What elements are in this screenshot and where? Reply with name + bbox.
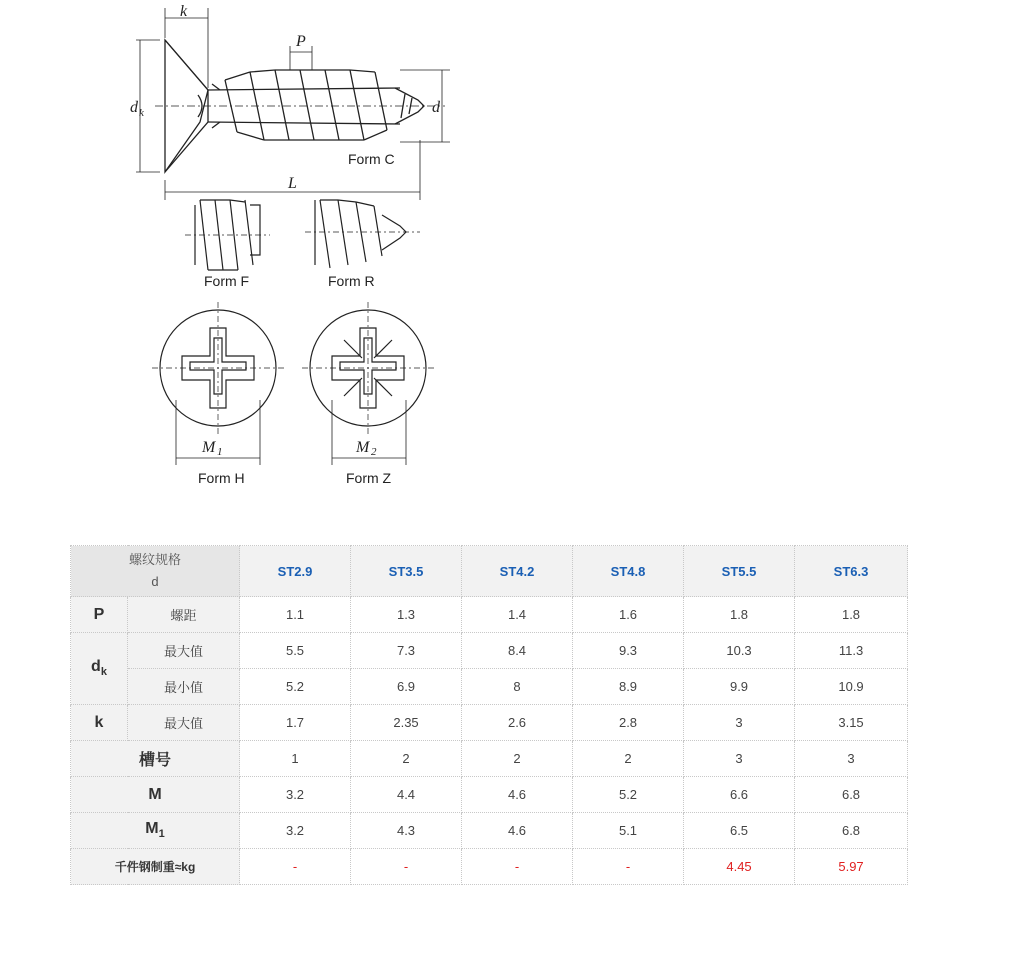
table-header-row <box>71 546 908 597</box>
row-label-weight: 千件钢制重≈kg <box>71 849 240 885</box>
table-cell: 1.8 <box>684 597 795 633</box>
table-row-pitch <box>71 597 908 633</box>
dk-symbol: d <box>91 658 101 676</box>
table-row-k-max <box>71 705 908 741</box>
table-row-m <box>71 777 908 813</box>
table-cell: 4.4 <box>351 777 462 813</box>
dim-m1-label: M <box>202 439 216 456</box>
table-cell: 1 <box>240 741 351 777</box>
table-cell: 3.2 <box>240 777 351 813</box>
screw-technical-drawing <box>100 0 480 500</box>
table-cell: - <box>240 849 351 885</box>
dim-dk-label: d <box>130 99 138 116</box>
table-cell: 10.3 <box>684 633 795 669</box>
table-cell: 1.8 <box>795 597 908 633</box>
table-cell: 1.4 <box>462 597 573 633</box>
table-corner-header <box>71 546 240 597</box>
form-r-label: Form R <box>328 273 375 289</box>
dim-dk-subscript: k <box>139 107 144 119</box>
row-label-slot: 槽号 <box>71 741 240 777</box>
table-cell: 2 <box>573 741 684 777</box>
dim-m2-label: M <box>356 439 370 456</box>
table-cell: - <box>573 849 684 885</box>
dim-k-label: k <box>180 3 188 20</box>
table-cell: 1.3 <box>351 597 462 633</box>
size-header: ST2.9 <box>240 546 351 597</box>
form-h-label: Form H <box>198 470 245 486</box>
row-label-dk-min: 最小值 <box>128 669 240 705</box>
size-header: ST4.8 <box>573 546 684 597</box>
m1-symbol: M <box>145 820 159 838</box>
table-cell: 2 <box>351 741 462 777</box>
table-row-dk-max <box>71 633 908 669</box>
table-cell: 6.8 <box>795 813 908 849</box>
table-cell: 4.3 <box>351 813 462 849</box>
table-cell: 3 <box>684 741 795 777</box>
row-label-dk-max: 最大值 <box>128 633 240 669</box>
dk-subscript: k <box>100 666 107 679</box>
corner-title: 螺纹规格 <box>129 552 182 567</box>
dim-m2-subscript: 2 <box>371 446 377 458</box>
table-cell: 6.5 <box>684 813 795 849</box>
table-cell: 2.35 <box>351 705 462 741</box>
size-header: ST3.5 <box>351 546 462 597</box>
form-h-head <box>152 302 286 465</box>
form-z-label: Form Z <box>346 470 392 486</box>
table-cell: 2 <box>462 741 573 777</box>
table-row-dk-min <box>71 669 908 705</box>
form-c-screw <box>136 8 450 200</box>
size-header: ST6.3 <box>795 546 908 597</box>
table-row-slot <box>71 741 908 777</box>
table-cell: 4.45 <box>684 849 795 885</box>
dim-d-label: d <box>432 99 440 116</box>
table-cell: - <box>351 849 462 885</box>
row-label-k-max: 最大值 <box>128 705 240 741</box>
table-cell: 2.6 <box>462 705 573 741</box>
table-cell: 4.6 <box>462 813 573 849</box>
table-cell: - <box>462 849 573 885</box>
table-cell: 8 <box>462 669 573 705</box>
table-cell: 9.9 <box>684 669 795 705</box>
table-cell: 1.7 <box>240 705 351 741</box>
table-cell: 3.15 <box>795 705 908 741</box>
table-cell: 5.1 <box>573 813 684 849</box>
table-cell: 9.3 <box>573 633 684 669</box>
table-cell: 5.2 <box>573 777 684 813</box>
size-header: ST5.5 <box>684 546 795 597</box>
table-cell: 8.4 <box>462 633 573 669</box>
table-cell: 5.2 <box>240 669 351 705</box>
table-row-m1 <box>71 813 908 849</box>
size-header: ST4.2 <box>462 546 573 597</box>
form-c-label: Form C <box>348 151 395 167</box>
row-symbol-dk <box>71 633 128 705</box>
row-label-m1 <box>71 813 240 849</box>
table-cell: 3.2 <box>240 813 351 849</box>
table-cell: 5.5 <box>240 633 351 669</box>
table-cell: 1.1 <box>240 597 351 633</box>
row-label-m: M <box>71 777 240 813</box>
table-cell: 1.6 <box>573 597 684 633</box>
spec-table <box>70 545 908 885</box>
row-symbol-p: P <box>71 597 128 633</box>
table-cell: 4.6 <box>462 777 573 813</box>
table-cell: 5.97 <box>795 849 908 885</box>
row-label-pitch: 螺距 <box>128 597 240 633</box>
table-row-weight <box>71 849 908 885</box>
table-cell: 7.3 <box>351 633 462 669</box>
table-cell: 6.8 <box>795 777 908 813</box>
dim-p-label: P <box>296 33 306 50</box>
form-r-screw <box>305 200 420 268</box>
table-cell: 6.9 <box>351 669 462 705</box>
form-f-label: Form F <box>204 273 250 289</box>
table-cell: 10.9 <box>795 669 908 705</box>
m1-subscript: 1 <box>158 828 165 841</box>
table-cell: 2.8 <box>573 705 684 741</box>
row-symbol-k: k <box>71 705 128 741</box>
form-f-screw <box>185 200 270 270</box>
dim-m1-subscript: 1 <box>217 446 223 458</box>
corner-subtitle: d <box>151 574 159 589</box>
table-cell: 8.9 <box>573 669 684 705</box>
table-cell: 3 <box>684 705 795 741</box>
dim-l-label: L <box>288 175 297 192</box>
table-cell: 6.6 <box>684 777 795 813</box>
table-cell: 3 <box>795 741 908 777</box>
table-cell: 11.3 <box>795 633 908 669</box>
